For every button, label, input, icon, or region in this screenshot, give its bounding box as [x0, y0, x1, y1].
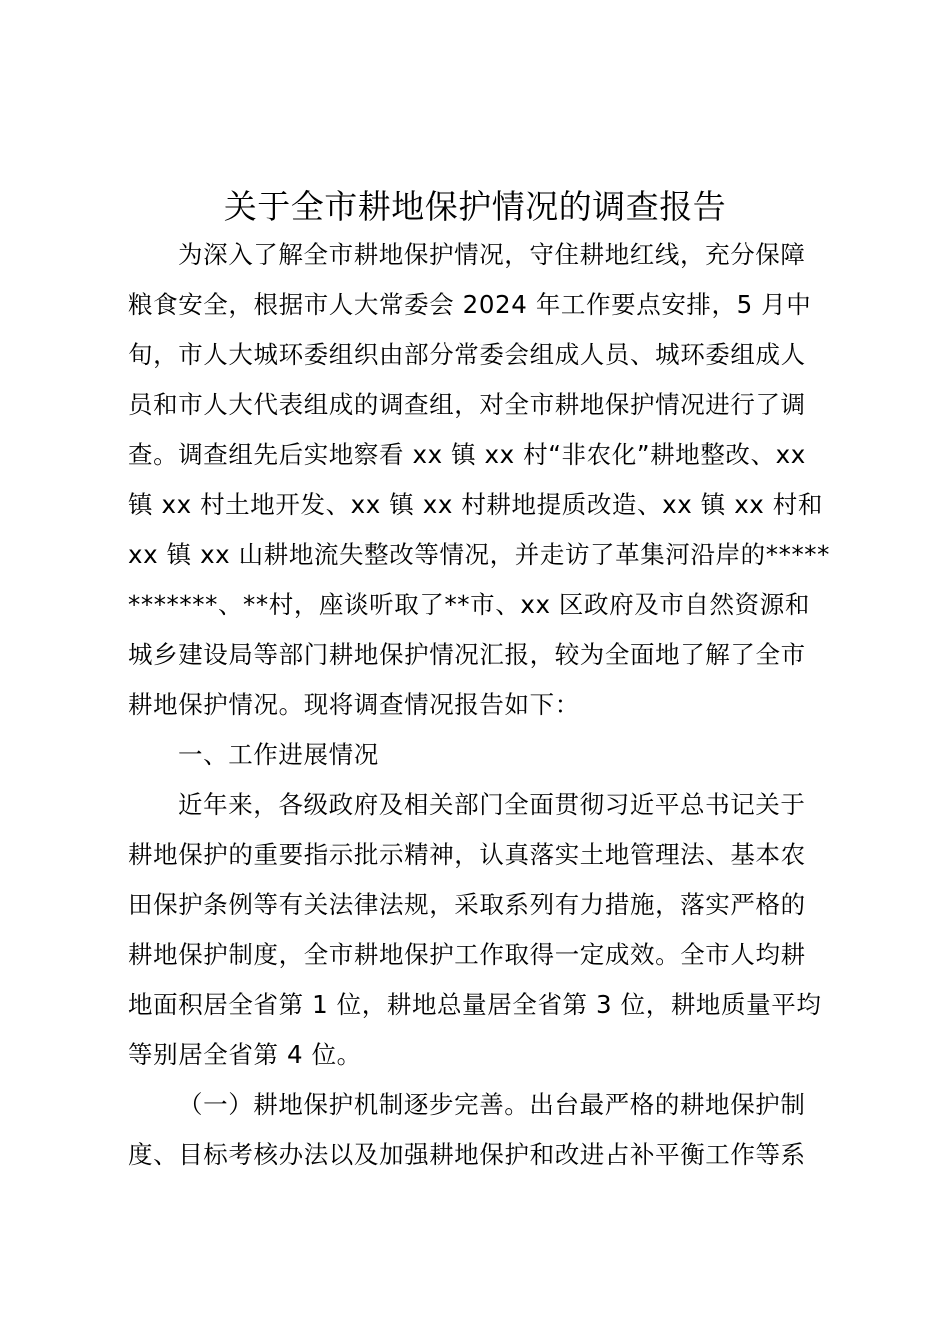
- paragraph-line: 度、目标考核办法以及加强耕地保护和改进占补平衡工作等系: [128, 1140, 806, 1169]
- paragraph-line: 耕地保护制度，全市耕地保护工作取得一定成效。全市人均耕: [128, 940, 806, 969]
- paragraph-line: 近年来，各级政府及相关部门全面贯彻习近平总书记关于: [178, 790, 806, 819]
- paragraph-line: 查。调查组先后实地察看 xx 镇 xx 村“非农化”耕地整改、xx: [128, 440, 806, 469]
- paragraph-line: 地面积居全省第 1 位，耕地总量居全省第 3 位，耕地质量平均: [128, 990, 822, 1019]
- paragraph-line: 耕地保护的重要指示批示精神，认真落实土地管理法、基本农: [128, 840, 806, 869]
- paragraph-line: 田保护条例等有关法律法规，采取系列有力措施，落实严格的: [128, 890, 806, 919]
- document-title: 关于全市耕地保护情况的调查报告: [223, 187, 727, 226]
- paragraph-line: 旬，市人大城环委组织由部分常委会组成人员、城环委组成人: [128, 340, 806, 369]
- paragraph-line: 镇 xx 村土地开发、xx 镇 xx 村耕地提质改造、xx 镇 xx 村和: [128, 490, 823, 519]
- subsection-line: （一）耕地保护机制逐步完善。出台最严格的耕地保护制: [178, 1090, 806, 1119]
- section-heading: 一、工作进展情况: [178, 740, 379, 769]
- paragraph-line: 粮食安全，根据市人大常委会 2024 年工作要点安排，5 月中: [128, 290, 812, 319]
- paragraph-line: 员和市人大代表组成的调查组，对全市耕地保护情况进行了调: [128, 390, 806, 419]
- paragraph-line: xx 镇 xx 山耕地流失整改等情况，并走访了革集河沿岸的*****: [128, 540, 831, 569]
- paragraph-line: 等别居全省第 4 位。: [128, 1040, 362, 1069]
- paragraph-line: *******、**村，座谈听取了**市、xx 区政府及市自然资源和: [128, 590, 810, 619]
- paragraph-line: 耕地保护情况。现将调查情况报告如下：: [128, 690, 580, 719]
- paragraph-line: 为深入了解全市耕地保护情况，守住耕地红线，充分保障: [178, 240, 806, 269]
- paragraph-line: 城乡建设局等部门耕地保护情况汇报，较为全面地了解了全市: [128, 640, 806, 669]
